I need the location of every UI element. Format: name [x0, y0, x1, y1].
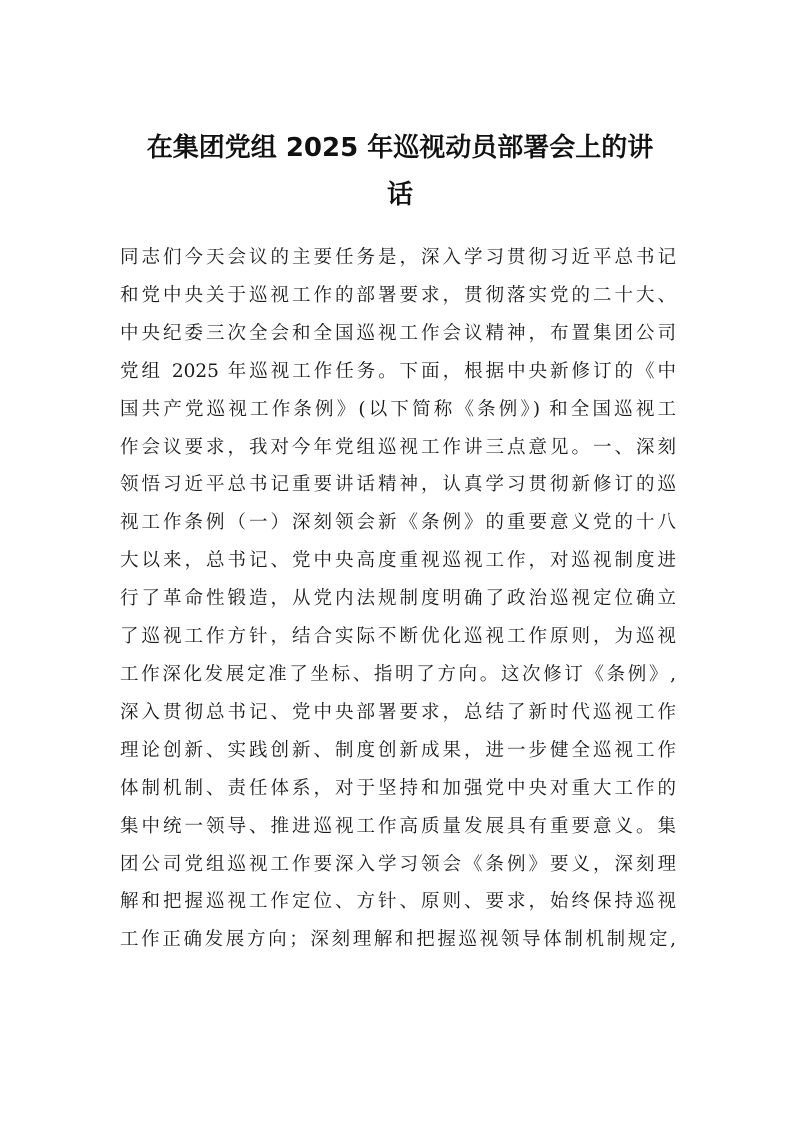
- body-line: 同志们今天会议的主要任务是，深入学习贯彻习近平总书记: [120, 247, 676, 268]
- body-line: 了巡视工作方针，结合实际不断优化巡视工作原则，为巡视: [120, 626, 676, 648]
- title-line-2: 话: [386, 180, 413, 210]
- body-line: 和党中央关于巡视工作的部署要求，贯彻落实党的二十大、: [120, 284, 676, 306]
- body-line: 深入贯彻总书记、党中央部署要求，总结了新时代巡视工作: [120, 701, 676, 723]
- body-line: 大以来，总书记、党中央高度重视巡视工作，对巡视制度进: [120, 550, 676, 572]
- body-line: 解和把握巡视工作定位、方针、原则、要求，始终保持巡视: [120, 891, 676, 913]
- body-line: 团公司党组巡视工作要深入学习领会《条例》要义，深刻理: [120, 853, 676, 875]
- body-line: 国共产党巡视工作条例》(以下简称《条例》) 和全国巡视工: [120, 398, 676, 420]
- document-body: [120, 239, 676, 959]
- body-line: 工作正确发展方向；深刻理解和把握巡视领导体制机制规定,: [120, 929, 676, 951]
- body-line: 视工作条例（一）深刻领会新《条例》的重要意义党的十八: [120, 512, 676, 534]
- body-line: 中央纪委三次全会和全国巡视工作会议精神，布置集团公司: [120, 322, 676, 344]
- body-line: 集中统一领导、推进巡视工作高质量发展具有重要意义。集: [120, 815, 676, 837]
- body-line: 行了革命性锻造，从党内法规制度明确了政治巡视定位确立: [120, 588, 676, 610]
- body-line: 领悟习近平总书记重要讲话精神，认真学习贯彻新修订的巡: [120, 474, 676, 496]
- title-line-1: 在集团党组 2025 年巡视动员部署会上的讲: [146, 133, 654, 163]
- body-line: 作会议要求，我对今年党组巡视工作讲三点意见。一、深刻: [120, 436, 676, 458]
- document-title: [110, 125, 690, 219]
- body-line: 体制机制、责任体系，对于坚持和加强党中央对重大工作的: [120, 777, 676, 799]
- body-line: 理论创新、实践创新、制度创新成果，进一步健全巡视工作: [120, 739, 676, 761]
- body-line: 工作深化发展定准了坐标、指明了方向。这次修订《条例》,: [120, 663, 676, 685]
- body-line: 党组 2025 年巡视工作任务。下面，根据中央新修订的《中: [120, 360, 676, 382]
